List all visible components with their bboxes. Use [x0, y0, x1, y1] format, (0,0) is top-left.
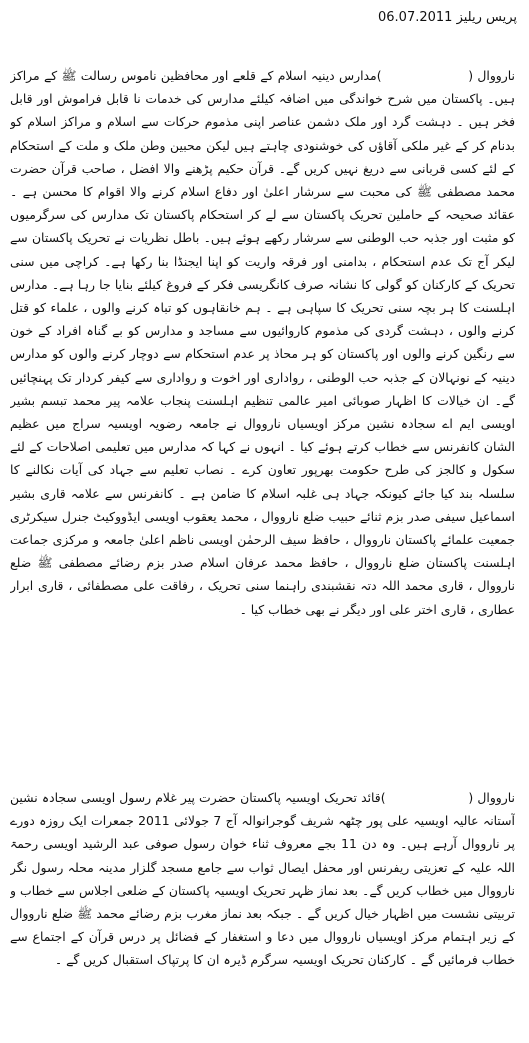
dateline: نارووال ( ) [376, 68, 515, 83]
press-release-label: پریس ریلیز [456, 10, 517, 25]
press-release-1 [10, 64, 515, 624]
release-body: مدارس دینیہ اسلام کے قلعے اور محافظین ناموس رسالت ﷺ کے مراکز ہیں۔ پاکستان میں شرح خواندگی میں اضافہ کیلئے مدارس کی خدمات نا قابل فراموش اور قابل فخر ہیں ۔ دہشت گرد اور ملک دشمن عناصر اپنی مذموم حرکات سے اسلام و مراکز اسلام کو بدنام کر کے غیر ملکی آقاؤں کی خوشنودی چاہتے ہیں لیکن محبین وطن ملک و ملت کے استحکام کے لئے کسی قربانی سے دریغ نہیں کریں گے۔ قرآن حکیم پڑھنے والا افضل ، صاحب قرآن حضرت محمد مصطفی ﷺ کی محبت سے سرشار اعلیٰ اور دفاع اسلام کرنے والا اقوام کا محسن ہے ۔ عقائد صحیحہ کے حاملین تحریک پاکستان سے لے کر استحکام پاکستان تک مدارس کی سرگرمیوں کو مثبت اور جذبہ حب الوطنی سے سرشار رکھے ہوئے ہیں۔ باطل نظریات نے تحریک پاکستان سے لیکر آج تک عدم استحکام ، بدامنی اور فرقہ واریت کو اپنا ایجنڈا بنا رکھا ہے۔ کراچی میں سنی تحریک کے کارکنان کو گولی کا نشانہ صرف کانگریسی فکر کے فروغ کیلئے بنایا جا رہا ہے۔ مدارس اہلسنت کا ہر بچہ سنی تحریک کا سپاہی ہے ۔ ہم خانقاہوں کو تباہ کرنے والوں ، علماء کو قتل کرنے والوں ، دہشت گردی کی مذموم کاروائیوں سے مساجد و مدارس کو بے گناہ افراد کے خون سے رنگین کرنے والوں اور پاکستان کو ہر محاذ پر عدم استحکام سے دوچار کرنے والوں کو مدارس دینیہ کے نونہالان کے جذبہ حب الوطنی ، رواداری اور اخوت و رواداری سے کیفر کردار تک پہنچائیں گے۔ ان خیالات کا اظہار صوبائی امیر عالمی تنظیم اہلسنت پنجاب علامہ پیر محمد تبسم بشیر اویسی ایم اے سجادہ نشین مرکز اویسیاں نارووال نے جامعہ رضویہ اویسیہ سراج میں عظیم الشان کانفرنس سے خطاب کرتے ہوئے کیا ۔ انہوں نے کہا کہ مدارس میں تعلیمی اصلاحات کے لئے سکول و کالجز کی طرح حکومت بھرپور تعاون کرے ۔ نصاب تعلیم سے جہاد کی آیات نکالنے کا سلسلہ بند کیا جائے کیونکہ جہاد ہی غلبہ اسلام کا ضامن ہے ۔ کانفرنس سے علامہ قاری بشیر اسماعیل سیفی صدر بزم ثنائے حبیب ضلع نارووال ، محمد یعقوب اویسی ایڈووکیٹ جنرل سیکرٹری جمعیت علمائے پاکستان نارووال ، حافظ سیف الرحمٰن اویسی ناظم اعلیٰ جامعہ و مرکزی جماعت اہلسنت پاکستان ضلع نارووال ، حافظ محمد عرفان اسلام صدر بزم رضائے مصطفی ﷺ ضلع نارووال ، قاری محمد اللہ دتہ نقشبندی راہنما سنی تحریک ، رفاقت علی مصطفائی ، قاری ابرار عطاری ، قاری اختر علی اور دیگر نے بھی خطاب کیا ۔ [10, 68, 515, 617]
release-body: قائد تحریک اویسیہ پاکستان حضرت پیر غلام رسول اویسی سجادہ نشین آستانہ عالیہ اویسیہ علی پور چٹھہ شریف گوجرانوالہ آج 7 جولائی 2011 جمعرات ایک روزہ دورے پر نارووال آرہے ہیں۔ وہ دن 11 بجے معروف ثناء خوان رسول صوفی عبد الرشید اویسی رحمۃ اللہ علیہ کے تعزیتی ریفرنس اور محفل ایصال ثواب سے جامع مسجد گلزار مدینہ محلہ رسول نگر نارووال میں خطاب کریں گے۔ بعد نماز ظہر تحریک اویسیہ پاکستان کے ضلعی اجلاس سے خطاب و تربیتی نشست میں اظہار خیال کریں گے ۔ جبکہ بعد نماز مغرب بزم رضائے محمد ﷺ ضلع نارووال کے زیر اہتمام مرکز اویسیاں نارووال میں دعا و استغفار کے فضائل پر درس قرآن کے اجتماع سے خطاب فرمائیں گے ۔ کارکنان تحریک اویسیہ سرگرم ڈیرہ ان کا پرتپاک استقبال کریں گے ۔ [10, 790, 515, 968]
release-date: 06.07.2011 [378, 10, 453, 25]
press-release-header [217, 10, 517, 25]
dateline: نارووال ( ) [380, 790, 515, 805]
press-release-2 [10, 786, 515, 1026]
